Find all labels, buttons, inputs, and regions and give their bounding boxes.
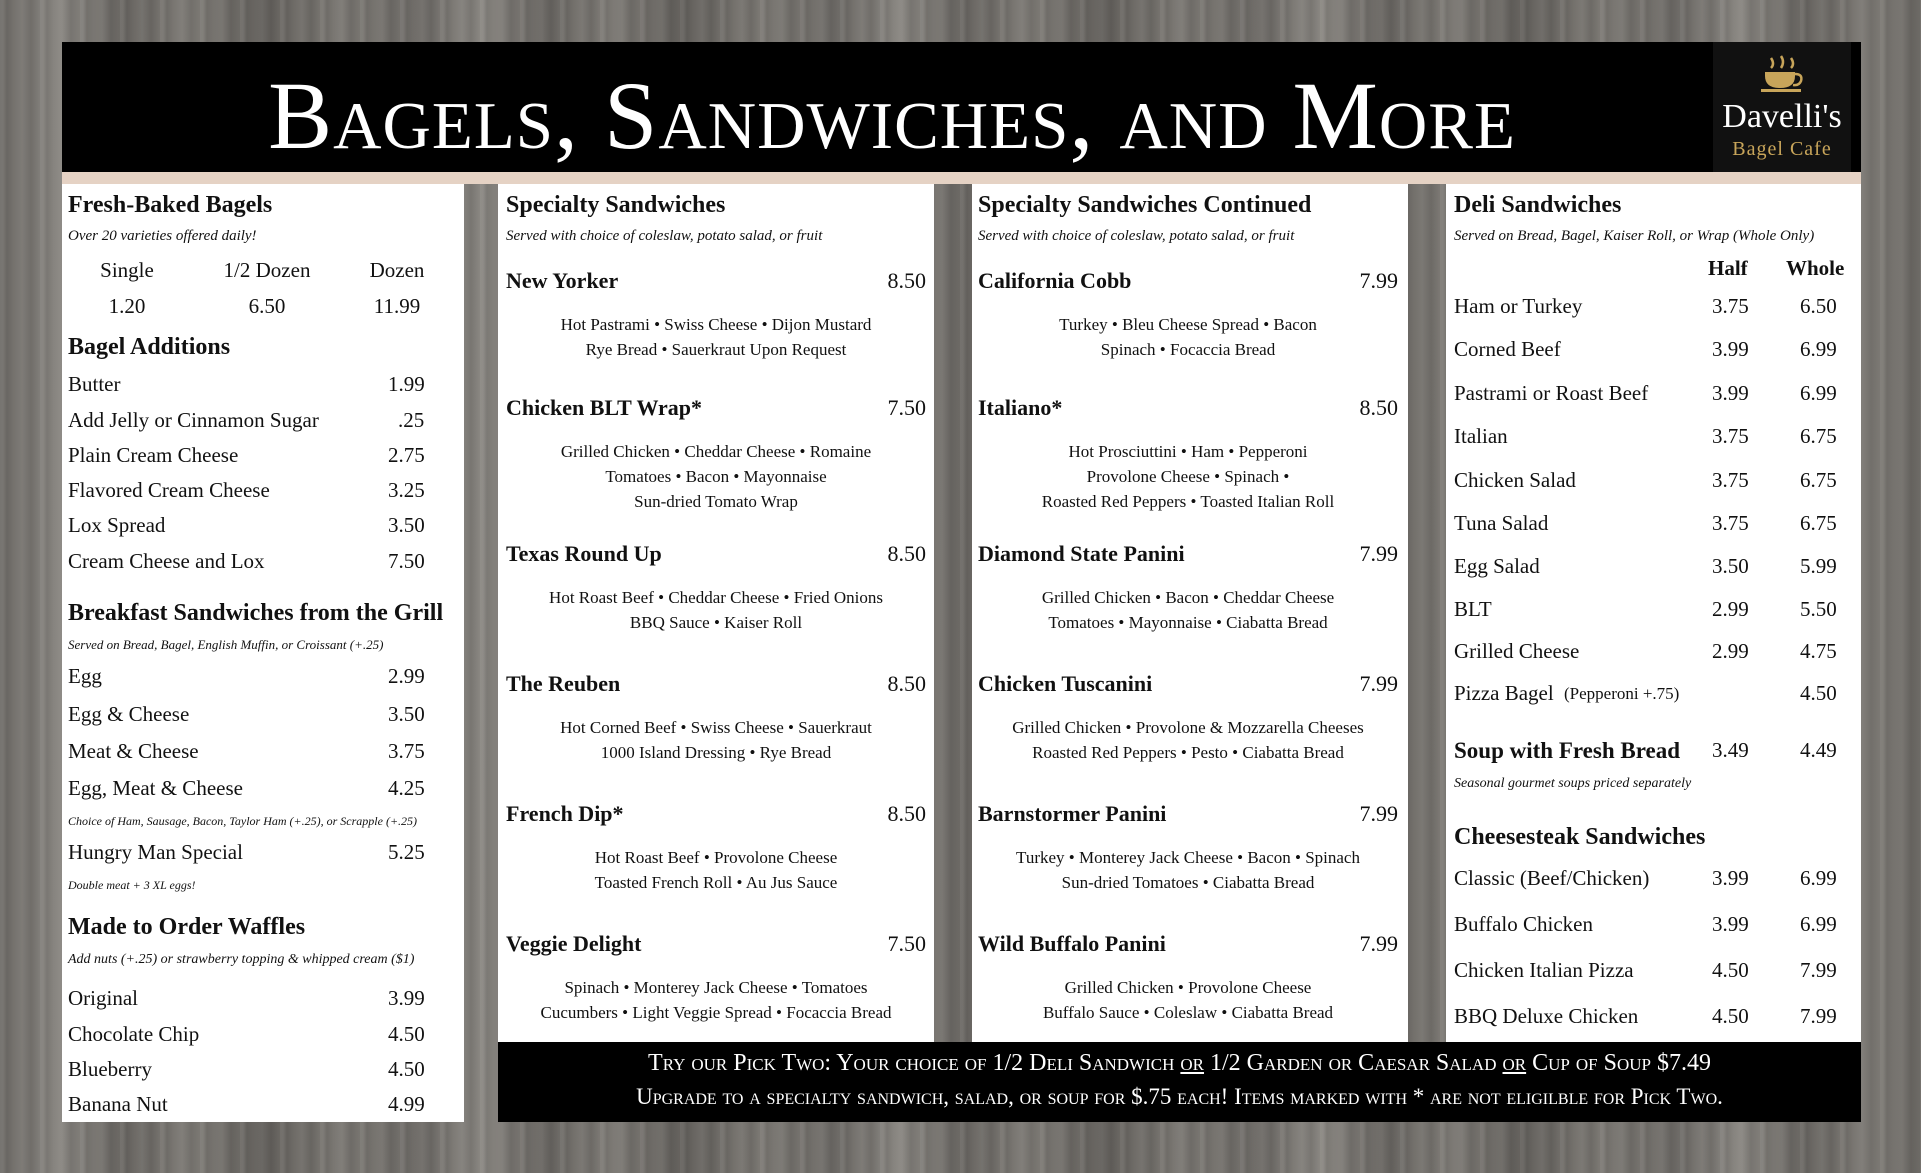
breakfast-note: Served on Bread, Bagel, English Muffin, or Croissant (+.25) xyxy=(68,637,384,652)
sandwich-description: Grilled Chicken • Bacon • Cheddar Cheese Tomatoes • Mayonnaise • Ciabatta Bread xyxy=(1041,588,1335,632)
section-title-specialty: Specialty Sandwiches xyxy=(506,192,726,218)
sandwich-name: The Reuben xyxy=(506,671,621,696)
sandwich-description: Turkey • Monterey Jack Cheese • Bacon • Spinach Sun-dried Tomatoes • Ciabatta Bread xyxy=(1016,848,1360,892)
sandwich-name: California Cobb xyxy=(978,268,1132,293)
column-header-half: Half xyxy=(1708,256,1748,280)
section-title-cheesesteak: Cheesesteak Sandwiches xyxy=(1454,824,1706,850)
sandwich-name: Diamond State Panini xyxy=(978,541,1185,566)
column-header-whole: Whole xyxy=(1786,256,1845,280)
bagel-price-half-dozen: 6.50 xyxy=(248,294,286,318)
sandwich-price: 7.99 xyxy=(1359,541,1398,566)
sandwich-price: 7.99 xyxy=(1359,931,1398,956)
sandwich-description: Hot Prosciuttini • Ham • Pepperoni Provolone Cheese • Spinach • Roasted Red Peppers • Toasted Italian Roll xyxy=(1041,442,1335,511)
sandwich-description: Grilled Chicken • Provolone & Mozzarella Cheeses Roasted Red Peppers • Pesto • Ciabatta Bread xyxy=(1012,718,1364,762)
pick-two-offer: Try our Pick Two: Your choice of 1/2 Deli Sandwich or 1/2 Garden or Caesar Salad or Cup of Soup $7.49 xyxy=(648,1050,1711,1076)
waffles-note: Add nuts (+.25) or strawberry topping & whipped cream ($1) xyxy=(68,952,415,967)
section-title-breakfast: Breakfast Sandwiches from the Grill xyxy=(68,600,444,626)
sandwich-name: Italiano* xyxy=(978,395,1063,420)
sandwich-name: Chicken BLT Wrap* xyxy=(506,395,703,420)
bagel-size-half-dozen: 1/2 Dozen xyxy=(223,258,311,282)
sandwich-price: 7.50 xyxy=(887,931,926,956)
sandwich-price: 7.99 xyxy=(1359,671,1398,696)
sandwich-price: 8.50 xyxy=(887,671,926,696)
logo-name: Davelli's xyxy=(1722,98,1842,135)
bagels-note: Over 20 varieties offered daily! xyxy=(68,228,257,244)
sandwich-name: Texas Round Up xyxy=(506,541,662,566)
sandwich-description: Hot Roast Beef • Provolone Cheese Toasted French Roll • Au Jus Sauce xyxy=(594,848,838,892)
section-title-bagels: Fresh-Baked Bagels xyxy=(68,192,273,218)
sandwich-name: French Dip* xyxy=(506,801,624,826)
bagel-size-dozen: Dozen xyxy=(369,258,425,282)
sandwich-name: New Yorker xyxy=(506,268,619,293)
section-title-waffles: Made to Order Waffles xyxy=(68,914,306,940)
logo-subtitle: Bagel Cafe xyxy=(1732,138,1832,160)
panel-specialty-sandwiches xyxy=(498,184,934,1042)
sandwich-description: Turkey • Bleu Cheese Spread • Bacon Spinach • Focaccia Bread xyxy=(1059,315,1317,359)
sandwich-description: Grilled Chicken • Cheddar Cheese • Romaine Tomatoes • Bacon • Mayonnaise Sun-dried Tomato Wrap xyxy=(560,442,872,511)
sandwich-description: Grilled Chicken • Provolone Cheese Buffalo Sauce • Coleslaw • Ciabatta Bread xyxy=(1042,978,1334,1022)
sandwich-description: Spinach • Monterey Jack Cheese • Tomatoes Cucumbers • Light Veggie Spread • Focaccia Bread xyxy=(540,978,892,1022)
breakfast-meat-note: Choice of Ham, Sausage, Bacon, Taylor Ham (+.25), or Scrapple (+.25) xyxy=(68,814,418,828)
panel-specialty-continued xyxy=(972,184,1408,1042)
panel-deli-soup-cheesesteak: Deli Sandwiches Served on Bread, Bagel, Kaiser Roll, or Wrap (Whole Only) Half Whole Ham or Turkey 3.75 6.50 Corned Beef 3.99 6.99 Pastrami or Roast Beef 3.99 6.99 Italian 3.75 6.75 Chicken Salad 3.75 6.75 Tuna Salad 3.75 6.75 Egg Salad 3.50 5.99 BLT 2.99 5.50 Grilled Cheese 2.99 4.75 Pizza Bagel (Pepperoni +.75) 4.50 Soup with Fresh Bread 3.49 4.49 Seasonal gourmet soups priced separately Cheesesteak Sandwiches Classic (Beef/Chicken) 3.99 6.99 Buffalo Chicken 3.99 6.99 Chicken Italian Pizza 4.50 7.99 BBQ Deluxe Chicken 4.50 7.99 xyxy=(1446,184,1861,1042)
bagel-price-dozen: 11.99 xyxy=(373,294,421,318)
sandwich-name: Barnstormer Panini xyxy=(978,801,1167,826)
sandwich-price: 8.50 xyxy=(887,268,926,293)
sandwich-description: Hot Roast Beef • Cheddar Cheese • Fried Onions BBQ Sauce • Kaiser Roll xyxy=(549,588,883,632)
section-title-deli: Deli Sandwiches xyxy=(1454,192,1622,218)
hungry-man-note: Double meat + 3 XL eggs! xyxy=(68,878,196,892)
panel-bagels-breakfast-waffles: Fresh-Baked Bagels Over 20 varieties offered daily! Single 1/2 Dozen Dozen 1.20 6.50 11.99 Bagel Additions Butter 1.99 Add Jelly or Cinnamon Sugar .25 Plain Cream Cheese 2.75 Flavored Cream Cheese 3.25 Lox Spread 3.50 Cream Cheese and Lox 7.50 Breakfast Sandwiches from the Grill Served on Bread, Bagel, English Muffin, or Croissant (+.25) Egg 2.99 Egg & Cheese 3.50 Meat & Cheese 3.75 Egg, Meat & Cheese 4.25 Choice of Ham, Sausage, Bacon, Taylor Ham (+.25), or Scrapple (+.25) Hungry Man Special 5.25 Double meat + 3 XL eggs! Made to Order Waffles Add nuts (+.25) or strawberry topping & whipped cream ($1) Original 3.99 Chocolate Chip 4.50 Blueberry 4.50 Banana Nut 4.99 xyxy=(62,184,464,1122)
sandwich-name: Chicken Tuscanini xyxy=(978,671,1153,696)
header-divider xyxy=(62,172,1861,184)
menu-header xyxy=(62,42,1861,172)
section-title-additions: Bagel Additions xyxy=(68,334,231,360)
pick-two-banner xyxy=(498,1042,1861,1122)
sandwich-price: 8.50 xyxy=(887,801,926,826)
soup-note: Seasonal gourmet soups priced separately xyxy=(1454,776,1692,791)
sandwich-price: 8.50 xyxy=(1359,395,1398,420)
sandwich-name: Wild Buffalo Panini xyxy=(978,931,1166,956)
sandwich-price: 7.99 xyxy=(1359,268,1398,293)
bagel-price-single: 1.20 xyxy=(108,294,146,318)
bagel-size-single: Single xyxy=(100,258,154,282)
sandwich-price: 7.99 xyxy=(1359,801,1398,826)
sandwich-price: 7.50 xyxy=(887,395,926,420)
deli-note: Served on Bread, Bagel, Kaiser Roll, or Wrap (Whole Only) xyxy=(1454,228,1815,244)
sandwich-price: 8.50 xyxy=(887,541,926,566)
menu-title: Bagels, Sandwiches, and More xyxy=(268,62,1516,169)
section-title-specialty-continued: Specialty Sandwiches Continued xyxy=(978,192,1312,218)
sandwich-name: Veggie Delight xyxy=(506,931,642,956)
sandwich-description: Hot Pastrami • Swiss Cheese • Dijon Mustard Rye Bread • Sauerkraut Upon Request xyxy=(560,315,872,359)
cafe-logo xyxy=(1713,42,1851,172)
coffee-cup-icon xyxy=(1757,54,1807,94)
upgrade-note: Upgrade to a specialty sandwich, salad, or soup for $.75 each! Items marked with * are not eligilble for Pick Two. xyxy=(636,1084,1723,1109)
sandwich-description: Hot Corned Beef • Swiss Cheese • Sauerkraut 1000 Island Dressing • Rye Bread xyxy=(560,718,872,762)
specialty-continued-note: Served with choice of coleslaw, potato salad, or fruit xyxy=(978,228,1295,244)
specialty-note: Served with choice of coleslaw, potato salad, or fruit xyxy=(506,228,823,244)
